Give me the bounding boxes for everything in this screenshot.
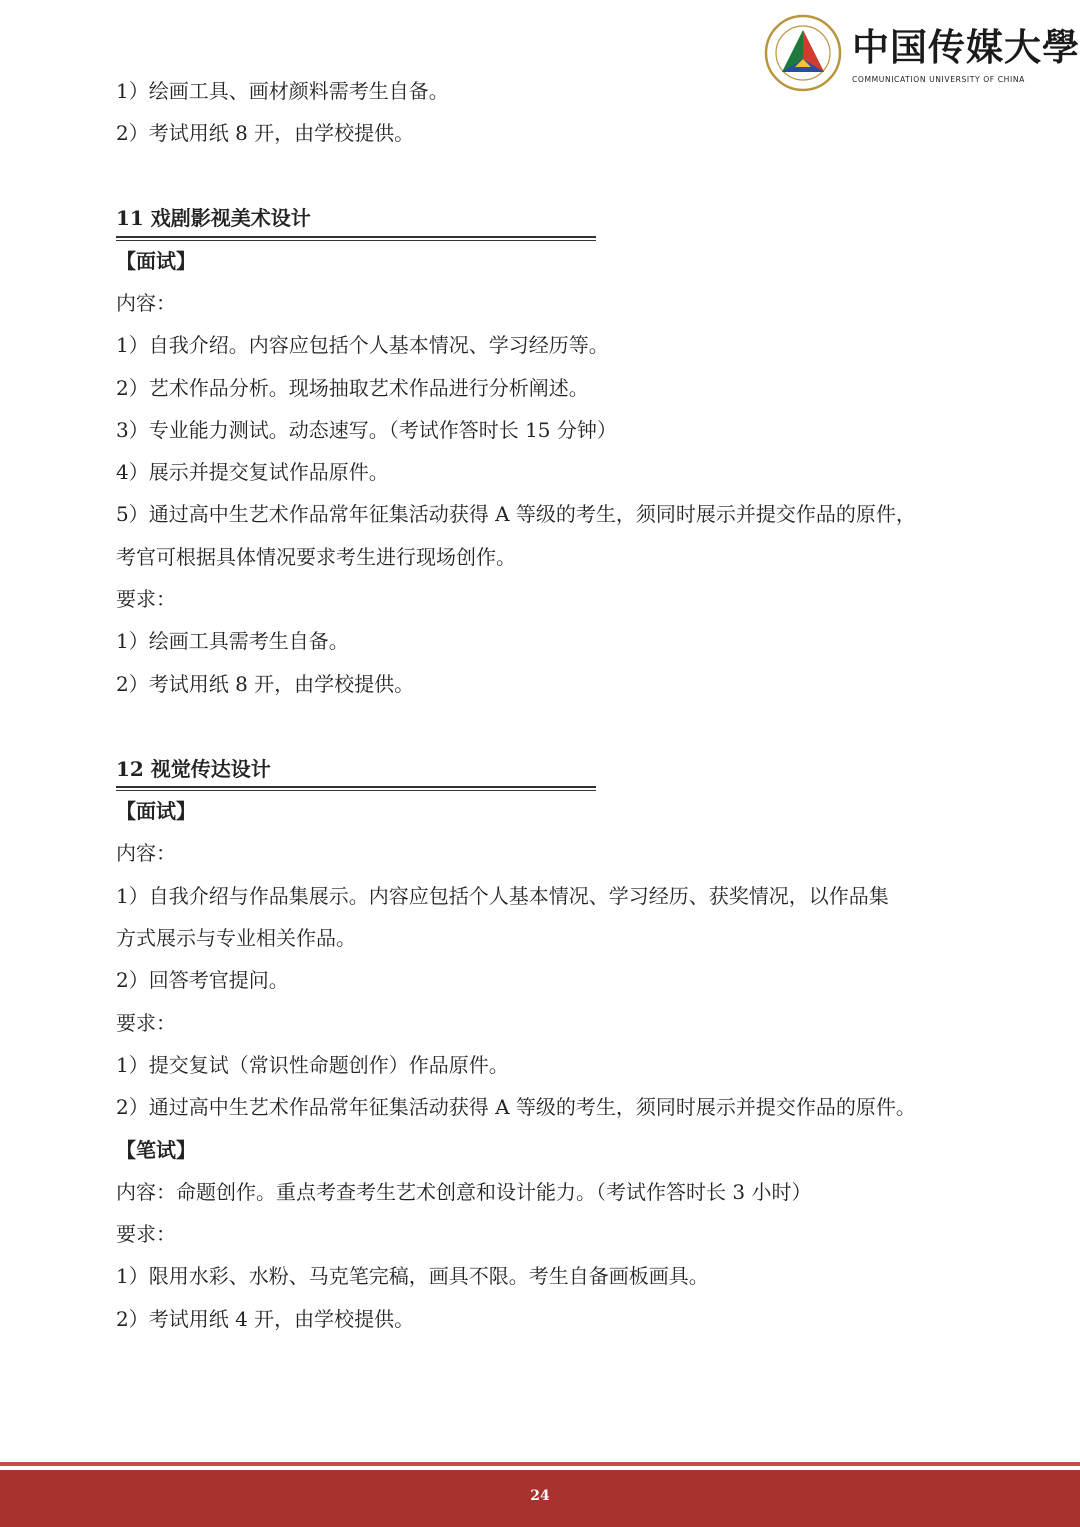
university-logo	[764, 14, 1080, 94]
list-item: 方式展示与专业相关作品。	[116, 926, 356, 950]
list-item: 2）考试用纸 4 开，由学校提供。	[116, 1307, 415, 1331]
list-item: 2）考试用纸 8 开，由学校提供。	[116, 121, 415, 145]
university-seal-icon	[764, 14, 842, 92]
section-divider	[116, 786, 596, 791]
logo-chinese-name: 中国传媒大學	[852, 25, 1080, 69]
written-content: 内容：命题创作。重点考查考生艺术创意和设计能力。（考试作答时长 3 小时）	[116, 1180, 812, 1204]
list-item: 2）考试用纸 8 开，由学校提供。	[116, 672, 415, 696]
list-item: 3）专业能力测试。动态速写。（考试作答时长 15 分钟）	[116, 418, 617, 442]
content-label: 内容：	[116, 291, 176, 315]
section-12-written-label: 【笔试】	[116, 1138, 196, 1162]
list-item: 1）自我介绍。内容应包括个人基本情况、学习经历等。	[116, 333, 609, 357]
list-item: 1）绘画工具、画材颜料需考生自备。	[116, 79, 449, 103]
requirements-label: 要求：	[116, 1011, 176, 1035]
list-item: 4）展示并提交复试作品原件。	[116, 460, 389, 484]
list-item: 2）回答考官提问。	[116, 968, 289, 992]
section-divider	[116, 236, 596, 241]
list-item: 1）提交复试（常识性命题创作）作品原件。	[116, 1053, 509, 1077]
requirements-label: 要求：	[116, 1222, 176, 1246]
list-item: 1）自我介绍与作品集展示。内容应包括个人基本情况、学习经历、获奖情况，以作品集	[116, 884, 889, 908]
list-item: 1）限用水彩、水粉、马克笔完稿，画具不限。考生自备画板画具。	[116, 1264, 709, 1288]
section-11-title: 11 戏剧影视美术设计	[116, 206, 311, 230]
list-item: 考官可根据具体情况要求考生进行现场创作。	[116, 545, 516, 569]
page-number: 24	[530, 1488, 550, 1504]
list-item: 1）绘画工具需考生自备。	[116, 629, 349, 653]
requirements-label: 要求：	[116, 587, 176, 611]
list-item: 5）通过高中生艺术作品常年征集活动获得 A 等级的考生，须同时展示并提交作品的原件，	[116, 502, 916, 526]
section-12-title: 12 视觉传达设计	[116, 757, 271, 781]
section-11-interview-label: 【面试】	[116, 249, 196, 273]
logo-english-name: COMMUNICATION UNIVERSITY OF CHINA	[852, 75, 1025, 84]
list-item: 2）艺术作品分析。现场抽取艺术作品进行分析阐述。	[116, 376, 589, 400]
content-label: 内容：	[116, 841, 176, 865]
footer-accent-line	[0, 1462, 1080, 1466]
list-item: 2）通过高中生艺术作品常年征集活动获得 A 等级的考生，须同时展示并提交作品的原件。	[116, 1095, 916, 1119]
section-12-interview-label: 【面试】	[116, 799, 196, 823]
